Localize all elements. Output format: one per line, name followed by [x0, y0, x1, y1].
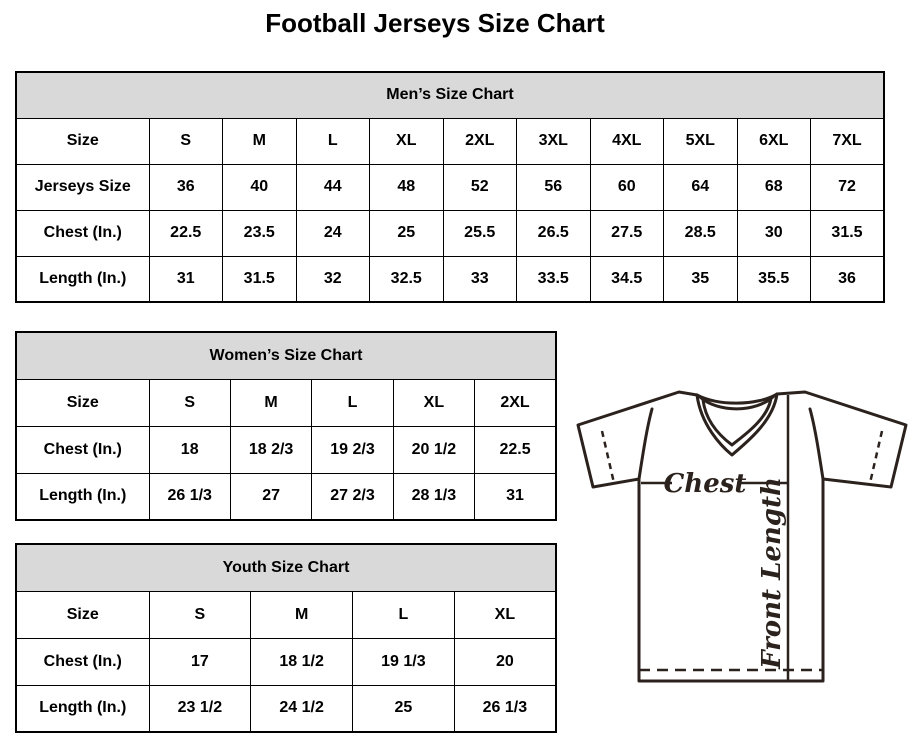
table-cell: 56 [517, 164, 591, 210]
table-cell: 3XL [517, 118, 591, 164]
jersey-measurement-diagram [575, 383, 909, 743]
table-cell: 33.5 [517, 256, 591, 302]
table-cell: 32 [296, 256, 370, 302]
row-label: Size [16, 591, 149, 638]
table-cell: 31 [475, 473, 556, 520]
table-cell: 22.5 [475, 426, 556, 473]
table-cell: 64 [664, 164, 738, 210]
table-cell: 60 [590, 164, 664, 210]
mens-table-title: Men’s Size Chart [16, 72, 884, 118]
table-cell: M [230, 379, 311, 426]
table-cell: 34.5 [590, 256, 664, 302]
table-row [16, 164, 884, 210]
table-cell: M [251, 591, 353, 638]
table-cell: 20 [454, 638, 556, 685]
table-row [16, 638, 556, 685]
table-cell: XL [454, 591, 556, 638]
table-cell: 17 [149, 638, 251, 685]
table-cell: 18 2/3 [230, 426, 311, 473]
left-cuff-dashed-seam [602, 431, 614, 483]
table-cell: 36 [149, 164, 223, 210]
table-cell: 36 [811, 256, 885, 302]
table-cell: 25 [370, 210, 444, 256]
table-cell: 28 1/3 [393, 473, 474, 520]
table-row [16, 210, 884, 256]
table-cell: 18 [149, 426, 230, 473]
table-cell: S [149, 379, 230, 426]
row-label: Chest (In.) [16, 210, 149, 256]
jersey-illustration [575, 383, 909, 743]
table-row [16, 379, 556, 426]
row-label: Size [16, 379, 149, 426]
table-row [16, 473, 556, 520]
row-label: Chest (In.) [16, 638, 149, 685]
table-cell: 26.5 [517, 210, 591, 256]
table-cell: 18 1/2 [251, 638, 353, 685]
mens-size-chart-table [15, 71, 885, 303]
table-cell: L [312, 379, 393, 426]
table-cell: 27.5 [590, 210, 664, 256]
table-header-row [16, 332, 556, 379]
right-cuff-dashed-seam [870, 431, 882, 483]
front-length-label: Front Length [757, 477, 787, 669]
table-cell: S [149, 591, 251, 638]
table-cell: 19 2/3 [312, 426, 393, 473]
table-cell: 44 [296, 164, 370, 210]
table-cell: 5XL [664, 118, 738, 164]
table-cell: 25.5 [443, 210, 517, 256]
table-row [16, 256, 884, 302]
table-cell: 22.5 [149, 210, 223, 256]
page-title: Football Jerseys Size Chart [265, 8, 605, 38]
table-cell: 27 2/3 [312, 473, 393, 520]
table-cell: 19 1/3 [353, 638, 455, 685]
table-cell: 31 [149, 256, 223, 302]
table-cell: 2XL [475, 379, 556, 426]
table-header-row [16, 544, 556, 591]
row-label: Length (In.) [16, 685, 149, 732]
row-label: Jerseys Size [16, 164, 149, 210]
table-row [16, 591, 556, 638]
table-cell: M [223, 118, 297, 164]
womens-table-title: Women’s Size Chart [16, 332, 556, 379]
table-cell: 6XL [737, 118, 811, 164]
table-cell: 52 [443, 164, 517, 210]
chest-label: Chest [663, 469, 747, 499]
table-cell: 35.5 [737, 256, 811, 302]
table-cell: 7XL [811, 118, 885, 164]
table-cell: 32.5 [370, 256, 444, 302]
table-cell: 23 1/2 [149, 685, 251, 732]
table-cell: 4XL [590, 118, 664, 164]
table-cell: 20 1/2 [393, 426, 474, 473]
row-label: Chest (In.) [16, 426, 149, 473]
table-cell: 35 [664, 256, 738, 302]
table-cell: 31.5 [223, 256, 297, 302]
table-cell: 30 [737, 210, 811, 256]
table-cell: 26 1/3 [454, 685, 556, 732]
womens-size-chart-table [15, 331, 557, 521]
table-cell: 23.5 [223, 210, 297, 256]
table-cell: L [353, 591, 455, 638]
table-cell: XL [370, 118, 444, 164]
jersey-left-armhole [639, 409, 652, 479]
jersey-right-sleeve [777, 392, 906, 487]
table-cell: 2XL [443, 118, 517, 164]
row-label: Length (In.) [16, 473, 149, 520]
table-cell: 24 [296, 210, 370, 256]
table-cell: 26 1/3 [149, 473, 230, 520]
row-label: Length (In.) [16, 256, 149, 302]
table-header-row [16, 72, 884, 118]
table-row [16, 685, 556, 732]
table-cell: 48 [370, 164, 444, 210]
table-cell: L [296, 118, 370, 164]
youth-size-chart-table [15, 543, 557, 733]
table-cell: 28.5 [664, 210, 738, 256]
table-cell: 31.5 [811, 210, 885, 256]
jersey-body-outline [639, 479, 823, 681]
table-row [16, 426, 556, 473]
row-label: Size [16, 118, 149, 164]
table-cell: XL [393, 379, 474, 426]
table-cell: S [149, 118, 223, 164]
youth-table-title: Youth Size Chart [16, 544, 556, 591]
jersey-right-armhole [810, 409, 823, 479]
table-cell: 25 [353, 685, 455, 732]
table-cell: 33 [443, 256, 517, 302]
table-cell: 27 [230, 473, 311, 520]
table-cell: 68 [737, 164, 811, 210]
table-cell: 72 [811, 164, 885, 210]
table-row [16, 118, 884, 164]
table-cell: 40 [223, 164, 297, 210]
table-cell: 24 1/2 [251, 685, 353, 732]
